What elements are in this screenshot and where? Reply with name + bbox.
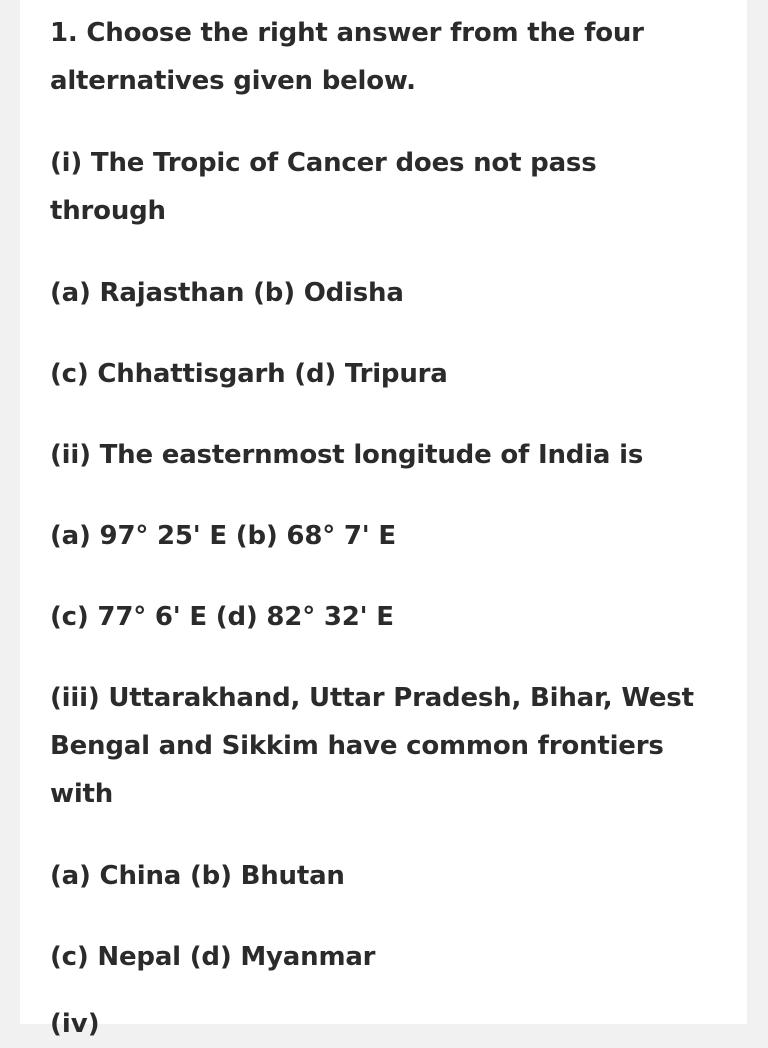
question-ii-stem: (ii) The easternmost longitude of India is	[50, 440, 644, 470]
question-iii-line-3: with	[50, 779, 114, 809]
question-i-options-ab: (a) Rajasthan (b) Odisha	[50, 278, 404, 308]
question-iii-stem	[50, 674, 710, 818]
question-i-stem	[50, 139, 710, 235]
question-ii-options-ab: (a) 97° 25' E (b) 68° 7' E	[50, 521, 396, 551]
question-iii-options-ab: (a) China (b) Bhutan	[50, 861, 345, 891]
document-page	[20, 0, 747, 1039]
question-iii-line-2: Bengal and Sikkim have common frontiers	[50, 731, 664, 761]
question-ii-options-cd: (c) 77° 6' E (d) 82° 32' E	[50, 602, 394, 632]
question-i-line-2: through	[50, 196, 166, 226]
question-iii-line-1: (iii) Uttarakhand, Uttar Pradesh, Bihar, West	[50, 683, 694, 713]
next-question-partial: (iv)	[50, 1009, 100, 1039]
question-iii-options-cd: (c) Nepal (d) Myanmar	[50, 942, 376, 972]
heading-line-2: alternatives given below.	[50, 66, 416, 96]
question-i-options-cd: (c) Chhattisgarh (d) Tripura	[50, 359, 448, 389]
question-i-line-1: (i) The Tropic of Cancer does not pass	[50, 148, 597, 178]
heading-line-1: 1. Choose the right answer from the four	[50, 18, 644, 48]
question-heading	[50, 9, 710, 105]
